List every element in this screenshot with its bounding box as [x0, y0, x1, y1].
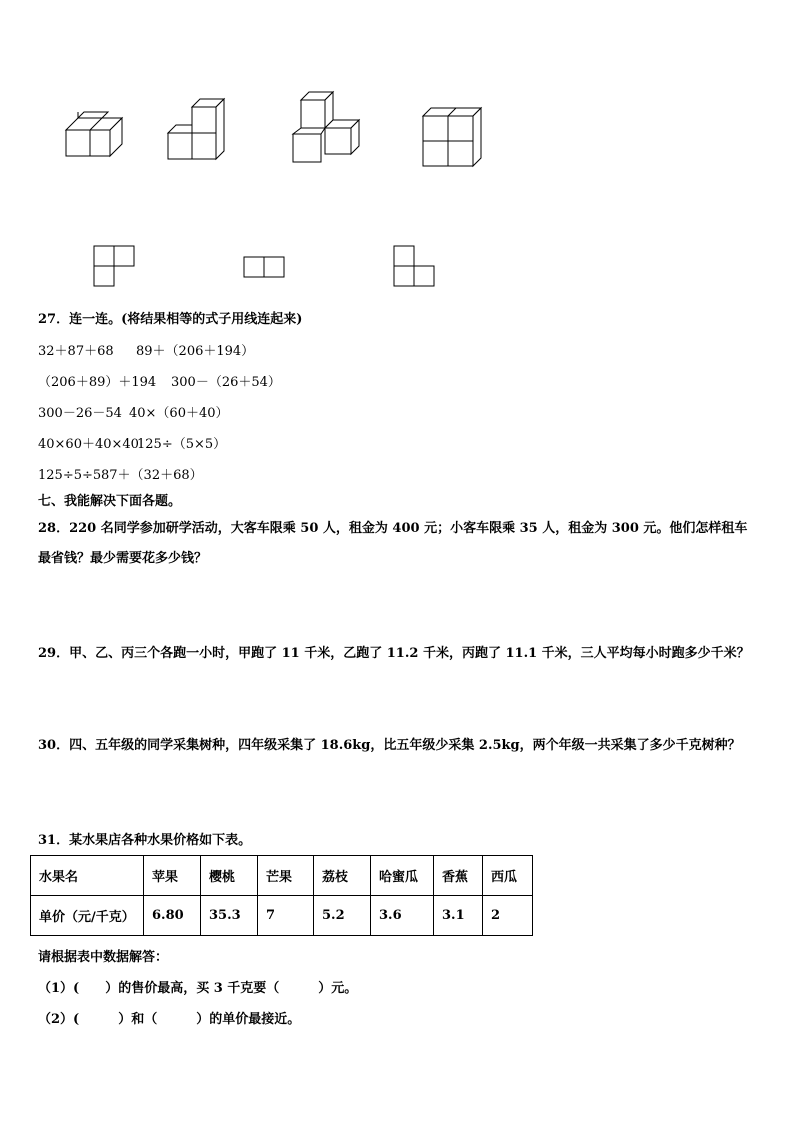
- q27-left-2: （206＋89）＋194: [38, 375, 157, 390]
- table-cell: 35.3: [201, 896, 258, 936]
- table-cell: 水果名: [31, 856, 144, 896]
- q31-sub-1: （1）( ）的售价最高，买 3 千克要（ ）元。: [38, 981, 358, 996]
- q30-text: 30．四、五年级的同学采集树种，四年级采集了 18.6kg，比五年级少采集 2.5kg，两个年级一共采集了多少千克树种？: [38, 738, 741, 753]
- q27-left-4: 40×60＋40×40: [38, 437, 139, 452]
- flat-view-2: [243, 256, 288, 278]
- q27-right-1: 89＋（206＋194）: [136, 344, 255, 359]
- table-cell: 芒果: [258, 856, 314, 896]
- table-cell: 3.6: [371, 896, 434, 936]
- q27-right-4: 125÷（5×5）: [137, 437, 227, 452]
- q29-text: 29．甲、乙、丙三个各跑一小时，甲跑了 11 千米，乙跑了 11.2 千米，丙跑了 11.1 千米，三人平均每小时跑多少千米？: [38, 646, 750, 661]
- table-cell: 荔枝: [314, 856, 371, 896]
- table-cell: 2: [483, 896, 533, 936]
- q27-left-3: 300－26－54: [38, 406, 122, 421]
- q27-title: 27．连一连。(将结果相等的式子用线连起来): [38, 312, 303, 327]
- q31-instruction: 请根据表中数据解答：: [38, 950, 169, 965]
- table-cell: 7: [258, 896, 314, 936]
- cube-figure-1: [60, 110, 130, 160]
- q27-right-2: 300－（26＋54）: [171, 375, 281, 390]
- fruit-price-table: [30, 855, 533, 936]
- q27-right-5: 87＋（32＋68）: [101, 468, 203, 483]
- table-header-row: [31, 856, 533, 896]
- table-cell: 6.80: [144, 896, 201, 936]
- q31-title: 31．某水果店各种水果价格如下表。: [38, 833, 252, 848]
- table-cell: 哈蜜瓜: [371, 856, 434, 896]
- q31-sub-2: （2）( ）和（ ）的单价最接近。: [38, 1012, 301, 1027]
- q27-left-1: 32＋87＋68: [38, 344, 114, 359]
- q27-right-3: 40×（60＋40）: [129, 406, 229, 421]
- section-7-title: 七、我能解决下面各题。: [38, 494, 182, 509]
- table-row: [31, 896, 533, 936]
- cube-figure-4: [415, 100, 490, 170]
- flat-view-3: [393, 245, 438, 287]
- cube-figure-3: [285, 90, 365, 165]
- table-cell: 西瓜: [483, 856, 533, 896]
- table-cell: 香蕉: [434, 856, 483, 896]
- q27-left-5: 125÷5÷5: [38, 468, 102, 483]
- table-cell: 单价（元/千克）: [31, 896, 144, 936]
- cube-figure-2: [160, 95, 235, 165]
- table-cell: 樱桃: [201, 856, 258, 896]
- table-cell: 3.1: [434, 896, 483, 936]
- q28-line-2: 最省钱？最少需要花多少钱？: [38, 551, 208, 566]
- q28-line-1: 28．220 名同学参加研学活动，大客车限乘 50 人，租金为 400 元；小客车限乘 35 人，租金为 300 元。他们怎样租车: [38, 521, 748, 536]
- table-cell: 苹果: [144, 856, 201, 896]
- table-cell: 5.2: [314, 896, 371, 936]
- flat-view-1: [93, 245, 138, 287]
